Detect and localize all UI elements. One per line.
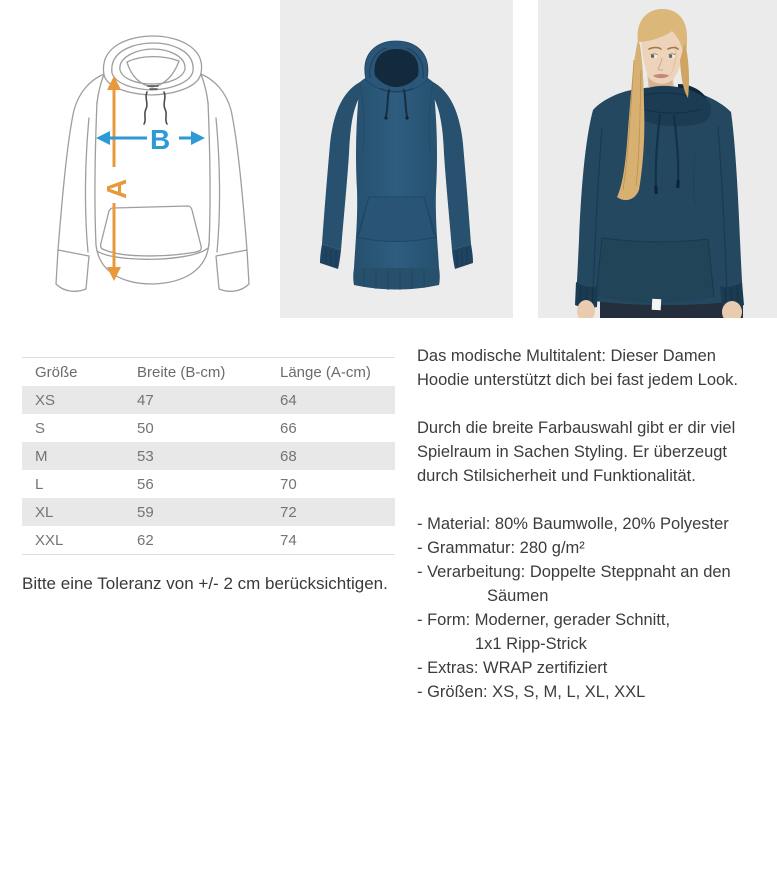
width-arrow-b bbox=[96, 124, 205, 155]
table-row bbox=[22, 442, 395, 470]
feature-line: - Größen: XS, S, M, L, XL, XXL bbox=[417, 683, 646, 701]
feature-line: 1x1 Ripp-Strick bbox=[475, 635, 587, 653]
cell-breite: 59 bbox=[137, 503, 154, 521]
size-table-header-row bbox=[22, 358, 395, 387]
tolerance-note: Bitte eine Toleranz von +/- 2 cm berücksichtigen. bbox=[22, 574, 388, 593]
table-row bbox=[22, 470, 395, 498]
feature-line: - Material: 80% Baumwolle, 20% Polyester bbox=[417, 515, 729, 533]
feature-line: - Form: Moderner, gerader Schnitt, bbox=[417, 611, 671, 629]
feature-line: - Verarbeitung: Doppelte Steppnaht an den bbox=[417, 563, 731, 581]
description-line: Durch die breite Farbauswahl gibt er dir viel bbox=[417, 419, 736, 437]
description-line: durch Stilsicherheit und Funktionalität. bbox=[417, 467, 696, 485]
table-row bbox=[22, 414, 395, 442]
kangaroo-pocket bbox=[357, 197, 436, 242]
feature-line: Säumen bbox=[487, 587, 549, 605]
drawstrings bbox=[144, 86, 167, 124]
description-line: Hoodie unterstützt dich bei fast jedem Look. bbox=[417, 371, 739, 389]
kangaroo-pocket bbox=[596, 238, 714, 303]
cell-size: XS bbox=[35, 391, 56, 409]
hem-tag bbox=[652, 299, 662, 310]
cell-laenge: 72 bbox=[280, 503, 297, 521]
description-intro bbox=[417, 344, 777, 392]
hoodie-line-drawing bbox=[0, 0, 270, 318]
table-row bbox=[22, 386, 395, 414]
col-header-breite: Breite (B-cm) bbox=[124, 358, 267, 387]
table-row bbox=[22, 498, 395, 526]
cell-size: S bbox=[35, 419, 46, 437]
table-row bbox=[22, 526, 395, 555]
col-header-groesse: Größe bbox=[22, 358, 124, 387]
cell-laenge: 64 bbox=[280, 391, 297, 409]
model-photo-panel bbox=[538, 0, 777, 318]
cell-breite: 50 bbox=[137, 419, 154, 437]
product-photo-panel bbox=[280, 0, 513, 318]
cell-laenge: 74 bbox=[280, 531, 297, 549]
description-line: Spielraum in Sachen Styling. Er überzeugt bbox=[417, 443, 728, 461]
label-a: A bbox=[101, 178, 132, 199]
cell-breite: 53 bbox=[137, 447, 154, 465]
cell-size: XL bbox=[35, 503, 54, 521]
size-table bbox=[22, 357, 395, 555]
product-description bbox=[417, 344, 777, 728]
description-line: Das modische Multitalent: Dieser Damen bbox=[417, 347, 716, 365]
model-wearing-hoodie-image bbox=[538, 0, 777, 318]
cell-breite: 47 bbox=[137, 391, 154, 409]
col-header-laenge: Länge (A-cm) bbox=[267, 358, 395, 387]
cell-size: XXL bbox=[35, 531, 64, 549]
cell-laenge: 66 bbox=[280, 419, 297, 437]
size-diagram-panel bbox=[0, 0, 270, 318]
description-features bbox=[417, 512, 777, 704]
hoodie-product-image bbox=[280, 0, 513, 318]
feature-line: - Extras: WRAP zertifiziert bbox=[417, 659, 608, 677]
cell-breite: 62 bbox=[137, 531, 154, 549]
cell-size: L bbox=[35, 475, 44, 493]
description-styling bbox=[417, 416, 777, 488]
hoodie-outline bbox=[56, 36, 249, 291]
cell-laenge: 70 bbox=[280, 475, 297, 493]
feature-line: - Grammatur: 280 g/m² bbox=[417, 539, 585, 557]
cell-laenge: 68 bbox=[280, 447, 297, 465]
cell-size: M bbox=[35, 447, 48, 465]
label-b: B bbox=[150, 124, 171, 155]
cell-breite: 56 bbox=[137, 475, 154, 493]
